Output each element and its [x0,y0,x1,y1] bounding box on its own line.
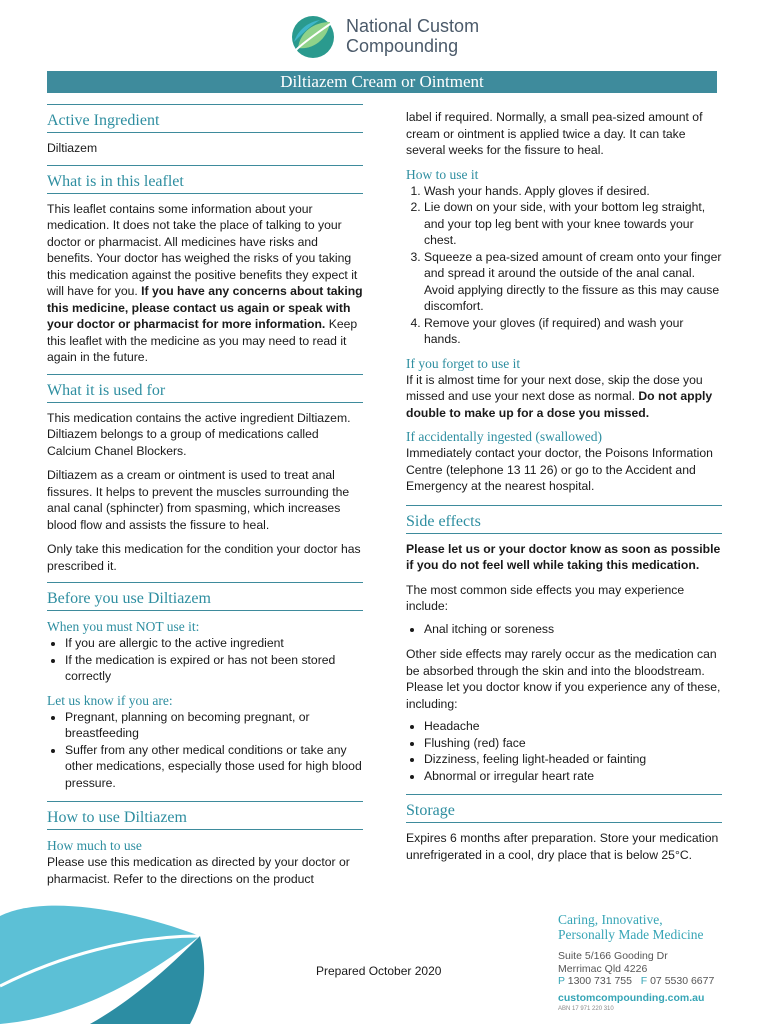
storage-text: Expires 6 months after preparation. Store your medication unrefrigerated in a cool, dry place that is below 25°C. [406,831,719,862]
common-intro: The most common side effects you may experience include: [406,582,685,613]
title-bar [47,71,717,93]
side-effects-bold-intro: Please let us or your doctor know as soon as possible if you do not feel well while taking this medication. [406,541,721,572]
step-item: 1. Wash your hands. Apply gloves if desired. [424,183,722,200]
section-heading-used-for: What it is used for [47,374,363,403]
brand-logo [290,14,490,60]
let-us-know-list [47,709,363,792]
step-item: 2. Lie down on your side, with your bottom leg straight, and your top leg bent with your knee towards your chest. [424,199,722,249]
rare-intro: Other side effects may rarely occur as the medication can be absorbed through the skin and into the bloodstream. Please let you doctor know if you experience any of these, including: [406,647,721,711]
subheading-how-to-use-it: How to use it [406,166,479,182]
common-side-effects-list [406,621,722,638]
used-for-p2: Diltiazem as a cream or ointment is used to treat anal fissures. It helps to prevent the muscles surrounding the anal canal (sphincter) from spasming, which increases blood flow and assists the fissure to heal. [47,468,350,532]
list-item: • Flushing (red) face [424,735,722,752]
phone-label: P [558,975,565,987]
how-much-text-part2: label if required. Normally, a small pea-sized amount of cream or ointment is applied twice a day. It can take several weeks for the fissure to heal. [406,110,703,157]
section-heading-storage: Storage [406,794,722,823]
fax-number: 07 5530 6677 [650,975,715,987]
tagline-line1: Caring, Innovative, [558,912,663,927]
brand-name-line2: Compounding [346,36,459,56]
left-column [47,104,363,893]
subheading-ingested: If accidentally ingested (swallowed) [406,429,603,444]
list-item: • Abnormal or irregular heart rate [424,768,722,785]
address-line1: Suite 5/166 Gooding Dr [558,950,668,962]
used-for-p3: Only take this medication for the condition your doctor has prescribed it. [47,542,361,573]
fax-label: F [640,975,648,987]
list-item: • Headache [424,718,722,735]
phone-fax-line [558,975,714,988]
usage-steps-list [406,183,722,348]
list-item: • Suffer from any other medical conditions or take any other medications, especially those used for high blood pressure. [65,742,363,792]
brand-name [346,16,479,56]
list-item: • If the medication is expired or has not been stored correctly [65,652,363,685]
section-heading-how-to-use: How to use Diltiazem [47,801,363,830]
subheading-how-much: How much to use [47,838,142,853]
leaf-decoration-icon [0,896,260,1024]
leaf-logo-icon [290,14,336,60]
in-leaflet-bold: If you have any concerns about taking this medicine, please contact us again or speak with your doctor or pharmacist for more information. [47,284,363,331]
section-heading-in-leaflet: What is in this leaflet [47,165,363,194]
prepared-date: Prepared October 2020 [316,964,442,978]
list-item: • Pregnant, planning on becoming pregnant, or breastfeeding [65,709,363,742]
ingested-text: Immediately contact your doctor, the Poisons Information Centre (telephone 13 11 26) or go to the Accident and Emergency at the nearest hospital. [406,446,713,493]
section-heading-before-use: Before you use Diltiazem [47,582,363,611]
contact-address [558,950,714,988]
list-item: • Anal itching or soreness [424,621,722,638]
subheading-must-not: When you must NOT use it: [47,619,200,634]
forget-text-normal: If it is almost time for your next dose, skip the dose you missed and use your next dose as normal. [406,372,703,403]
section-heading-side-effects: Side effects [406,505,722,534]
forget-text-bold: Do not apply double to make up for a dose you missed. [406,389,713,420]
tagline-line2: Personally Made Medicine [558,927,704,942]
list-item: • If you are allergic to the active ingredient [65,635,363,652]
subheading-forget: If you forget to use it [406,355,521,371]
website-link[interactable]: customcompounding.com.au [558,992,705,1004]
step-item: 3. Squeeze a pea-sized amount of cream onto your finger and spread it around the outside of the anal canal. Avoid applying directly to the fissure as this may cause discomfort. [424,249,722,315]
brand-name-line1: National Custom [346,16,480,36]
right-column [406,109,722,871]
rare-side-effects-list [406,718,722,784]
must-not-list [47,635,363,685]
forget-text [406,372,722,422]
in-leaflet-text [47,201,363,366]
section-heading-active-ingredient: Active Ingredient [47,104,363,133]
page-title: Diltiazem Cream or Ointment [280,72,484,91]
in-leaflet-text-part2: Keep this leaflet with the medicine as you may need to read it again in the future. [47,317,358,364]
used-for-p1: This medication contains the active ingredient Diltiazem. Diltiazem belongs to a group of medications called Calcium Chanel Blockers. [47,410,351,458]
in-leaflet-text-part1: This leaflet contains some information about your medication. It does not take the place of talking to your doctor or pharmacist. All medicines have risks and benefits. Your doctor has weighed the risks of you taking this medication against the positive benefits they expect it will have for you. [47,201,358,298]
address-line2: Merrimac Qld 4226 [558,962,648,975]
abn-text: ABN 17 971 220 310 [558,1006,614,1012]
step-item: 4. Remove your gloves (if required) and wash your hands. [424,315,722,348]
how-much-text-part1: Please use this medication as directed by your doctor or pharmacist. Refer to the directions on the product [47,855,350,886]
side-effects-intro [406,541,722,574]
subheading-let-us-know: Let us know if you are: [47,692,173,708]
phone-number: 1300 731 755 [567,975,632,987]
active-ingredient-value: Diltiazem [47,141,98,155]
tagline [558,912,703,942]
list-item: • Dizziness, feeling light-headed or fainting [424,751,722,768]
